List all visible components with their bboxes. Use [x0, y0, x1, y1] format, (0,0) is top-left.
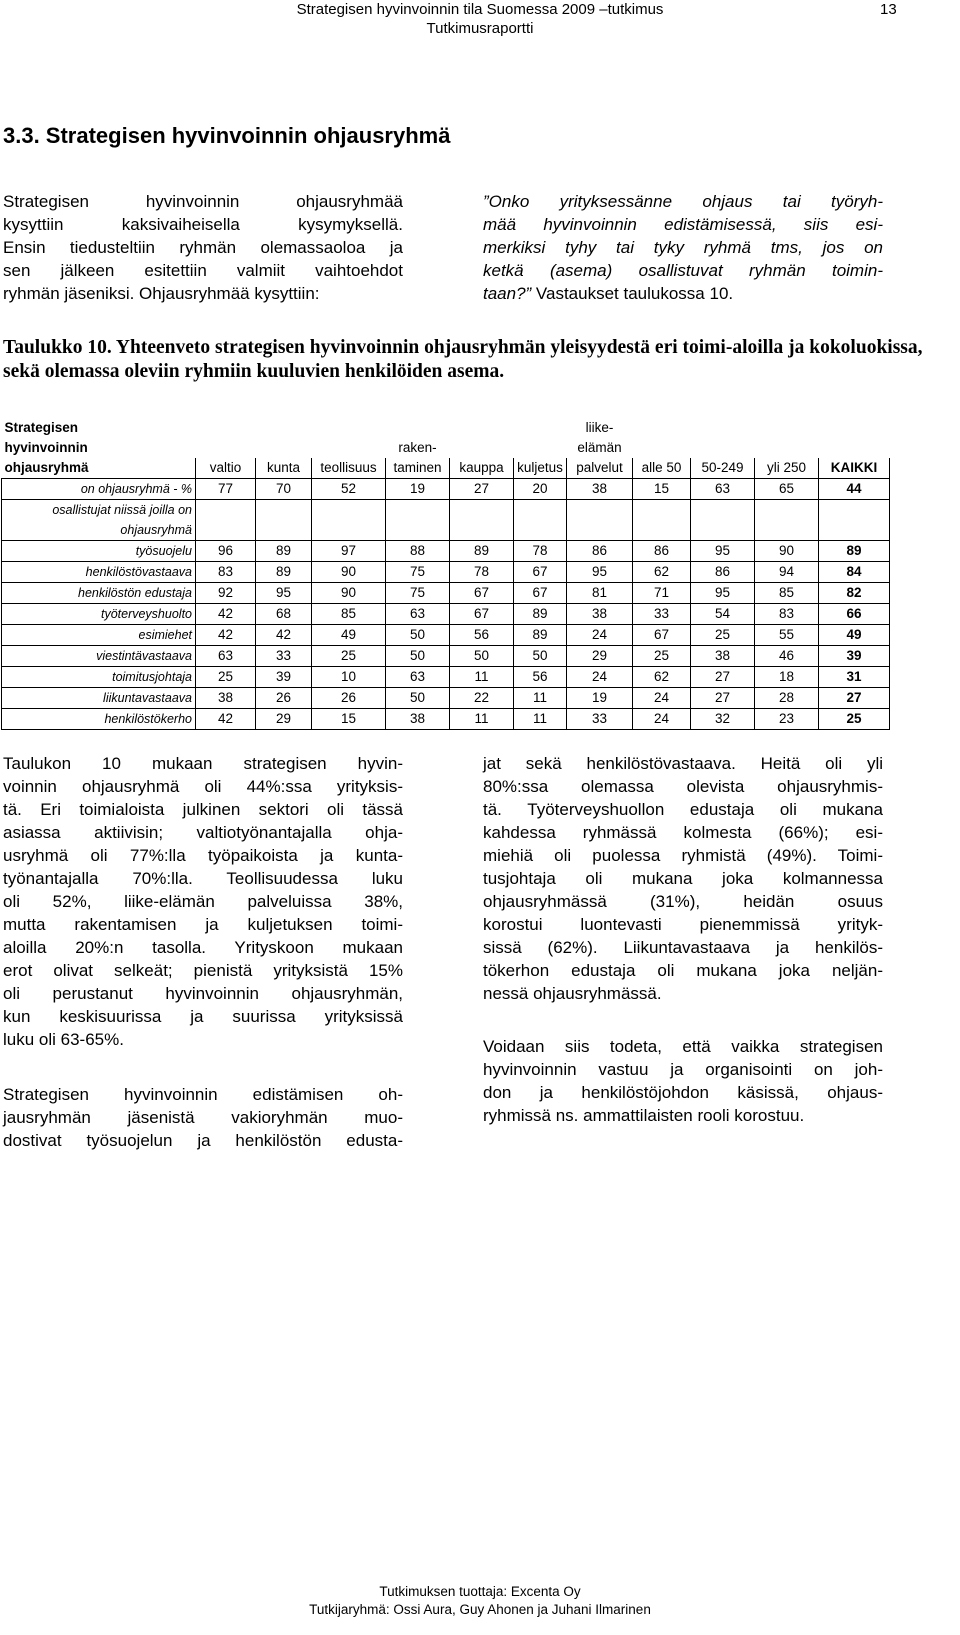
table-cell: 97: [312, 541, 386, 562]
table-cell: 11: [514, 709, 567, 730]
page-footer: [0, 1583, 960, 1619]
table-cell: 95: [567, 562, 633, 583]
text-line: usryhmä oli 77%:lla työpaikoista ja kunta-: [3, 846, 403, 865]
table-cell: 50: [386, 646, 450, 667]
intro-right-quote: [483, 190, 883, 305]
table-cell: 28: [755, 688, 819, 709]
table-cell: 11: [450, 709, 514, 730]
row-label: työterveyshuolto: [2, 604, 196, 625]
empty-cell: [691, 520, 755, 541]
row-label: henkilöstön edustaja: [2, 583, 196, 604]
column-header: [196, 438, 256, 458]
column-header: kauppa: [450, 458, 514, 479]
table-cell: 20: [514, 479, 567, 500]
table-cell: 56: [514, 667, 567, 688]
table-cell: 38: [691, 646, 755, 667]
table-cell: 22: [450, 688, 514, 709]
table-cell: 39: [256, 667, 312, 688]
table-cell: 63: [196, 646, 256, 667]
empty-cell: [196, 500, 256, 521]
table-cell: 29: [567, 646, 633, 667]
row-label: on ohjausryhmä - %: [2, 479, 196, 500]
column-header: kunta: [256, 458, 312, 479]
text-line: jausryhmän jäsenistä vakioryhmän muo-: [3, 1108, 403, 1127]
quote-end: taan?”: [483, 284, 532, 303]
column-header: [514, 418, 567, 438]
text-line: jat sekä henkilöstövastaava. Heitä oli yli: [483, 754, 883, 773]
table-cell: 52: [312, 479, 386, 500]
text-line: Voidaan siis todeta, että vaikka strategisen: [483, 1037, 883, 1056]
section-title: 3.3. Strategisen hyvinvoinnin ohjausryhmä: [3, 123, 451, 148]
table-cell: 67: [514, 583, 567, 604]
text-line: tä. Työterveyshuollon edustaja oli mukana: [483, 800, 883, 819]
text-line: kysyttiin kaksivaiheisella kysymyksellä.: [3, 215, 403, 234]
text-line: miehiä oli puolessa ryhmistä (49%). Toimi-: [483, 846, 883, 865]
subheader-label: ohjausryhmä: [2, 520, 196, 541]
table-cell: 94: [755, 562, 819, 583]
table-cell: 27: [691, 667, 755, 688]
empty-cell: [755, 500, 819, 521]
column-header: [450, 418, 514, 438]
text-line: oli 52%, liike-elämän palveluissa 38%,: [3, 892, 403, 911]
empty-cell: [514, 500, 567, 521]
table-cell: 29: [256, 709, 312, 730]
column-header: [691, 418, 755, 438]
table-subheader-row: [2, 520, 890, 541]
column-header: kuljetus: [514, 458, 567, 479]
table-cell: 67: [633, 625, 691, 646]
empty-cell: [256, 520, 312, 541]
text-line: Taulukon 10 mukaan strategisen hyvin-: [3, 754, 403, 773]
table-cell: 38: [196, 688, 256, 709]
quote-last-line: [483, 282, 883, 305]
empty-cell: [312, 520, 386, 541]
body-right-paragraph-2: [483, 1035, 883, 1127]
footer-researchers: Tutkijaryhmä: Ossi Aura, Guy Ahonen ja Juhani Ilmarinen: [309, 1602, 651, 1617]
text-line: Ensin tiedusteltiin ryhmän olemassaoloa ja: [3, 238, 403, 257]
total-cell: 89: [819, 541, 890, 562]
column-header: raken-: [398, 440, 437, 455]
column-header: [633, 438, 691, 458]
empty-cell: [312, 500, 386, 521]
text-line: sen jälkeen esitettiin valmiit vaihtoehdot: [3, 261, 403, 280]
table-cell: 49: [312, 625, 386, 646]
empty-cell: [567, 500, 633, 521]
table-cell: 89: [450, 541, 514, 562]
empty-cell: [691, 500, 755, 521]
table-cell: 32: [691, 709, 755, 730]
text-line: sissä (62%). Liikuntavastaava ja henkilös-: [483, 938, 883, 957]
table-subheader-row: [2, 500, 890, 521]
quote-line: mää hyvinvoinnin edistämisessä, siis esi-: [483, 215, 883, 234]
table-cell: 50: [386, 625, 450, 646]
text-line: mutta rakentamisen ja kuljetuksen toimi-: [3, 915, 403, 934]
table-cell: 38: [567, 604, 633, 625]
column-header: [633, 418, 691, 438]
table-cell: 88: [386, 541, 450, 562]
text-line: aloilla 20%:n tasolla. Yrityskoon mukaan: [3, 938, 403, 957]
column-header: taminen: [386, 458, 450, 479]
table-cell: 38: [567, 479, 633, 500]
table-cell: 42: [196, 604, 256, 625]
column-header: [819, 418, 890, 438]
table-cell: 38: [386, 709, 450, 730]
table-cell: 96: [196, 541, 256, 562]
table-cell: 18: [755, 667, 819, 688]
summary-table: [1, 418, 890, 730]
column-header: [450, 438, 514, 458]
empty-cell: [567, 520, 633, 541]
table-cell: 83: [196, 562, 256, 583]
table-cell: 71: [633, 583, 691, 604]
table-cell: 24: [567, 625, 633, 646]
text-line: tä. Eri toimialoista julkinen sektori oli tässä: [3, 800, 403, 819]
table-cell: 63: [691, 479, 755, 500]
column-header: [819, 438, 890, 458]
table-cell: 26: [312, 688, 386, 709]
text-line: ohjausryhmässä (31%), heidän osuus: [483, 892, 883, 911]
table-cell: 75: [386, 562, 450, 583]
text-line: don ja henkilöstöjohdon käsissä, ohjaus-: [483, 1083, 883, 1102]
header-row-1: [2, 418, 890, 438]
column-header: teollisuus: [312, 458, 386, 479]
table-row: [2, 667, 890, 688]
empty-cell: [755, 520, 819, 541]
text-line: erot olivat selkeät; pienistä yrityksistä 15%: [3, 961, 403, 980]
table-cell: 90: [755, 541, 819, 562]
table-cell: 19: [386, 479, 450, 500]
table-cell: 26: [256, 688, 312, 709]
text-line: tusjohtaja oli mukana joka kolmannessa: [483, 869, 883, 888]
empty-cell: [450, 500, 514, 521]
total-cell: 25: [819, 709, 890, 730]
table-cell: 89: [256, 562, 312, 583]
table-cell: 63: [386, 667, 450, 688]
column-header: [514, 438, 567, 458]
text-line: kahdessa ryhmässä kolmesta (66%); esi-: [483, 823, 883, 842]
table-cell: 50: [514, 646, 567, 667]
table-cell: 95: [256, 583, 312, 604]
empty-cell: [819, 520, 890, 541]
table-cell: 24: [633, 688, 691, 709]
table-cell: 95: [691, 583, 755, 604]
body-left-paragraph-1: [3, 752, 403, 1051]
total-cell: 44: [819, 479, 890, 500]
column-header: [312, 438, 386, 458]
table-cell: 68: [256, 604, 312, 625]
quote-line: merkiksi tyhy tai tyky ryhmä tms, jos on: [483, 238, 883, 257]
corner-label: ohjausryhmä: [4, 460, 89, 475]
table-cell: 11: [514, 688, 567, 709]
column-header: liike-: [585, 420, 614, 435]
header-row-3: [2, 458, 890, 479]
table-cell: 27: [691, 688, 755, 709]
text-line: ryhmissä ns. ammattilaisten rooli korostuu.: [483, 1106, 805, 1125]
report-subtitle: Tutkimusraportti: [426, 20, 534, 37]
footer-producer: Tutkimuksen tuottaja: Excenta Oy: [379, 1584, 581, 1599]
table-cell: 67: [450, 604, 514, 625]
table-cell: 50: [386, 688, 450, 709]
table-cell: 42: [196, 625, 256, 646]
row-label: viestintävastaava: [2, 646, 196, 667]
text-line: asiassa aktiivisin; valtiotyönantajalla ohja-: [3, 823, 403, 842]
text-line: tökerhon edustaja oli mukana joka neljän-: [483, 961, 883, 980]
table-row: [2, 562, 890, 583]
table-cell: 89: [514, 625, 567, 646]
table-cell: 23: [755, 709, 819, 730]
table-cell: 42: [256, 625, 312, 646]
text-line: Strategisen hyvinvoinnin edistämisen oh-: [3, 1085, 403, 1104]
empty-cell: [819, 500, 890, 521]
table-cell: 55: [755, 625, 819, 646]
total-cell: 39: [819, 646, 890, 667]
text-line: 80%:ssa olemassa olevista ohjausryhmis-: [483, 777, 883, 796]
table-cell: 67: [514, 562, 567, 583]
column-header: elämän: [577, 440, 622, 455]
table-cell: 25: [196, 667, 256, 688]
column-header-total: KAIKKI: [819, 458, 890, 479]
empty-cell: [256, 500, 312, 521]
table-cell: 11: [450, 667, 514, 688]
table-cell: 90: [312, 583, 386, 604]
quote-line: ”Onko yrityksessänne ohjaus tai työryh-: [483, 192, 883, 211]
page-header: [0, 0, 960, 38]
table-row: [2, 646, 890, 667]
text-line: kun keskisuurissa ja suurissa yrityksissä: [3, 1007, 403, 1026]
table-cell: 86: [567, 541, 633, 562]
column-header: [256, 438, 312, 458]
table-cell: 33: [567, 709, 633, 730]
table-cell: 81: [567, 583, 633, 604]
table-cell: 10: [312, 667, 386, 688]
total-cell: 27: [819, 688, 890, 709]
table-cell: 25: [633, 646, 691, 667]
row-label: liikuntavastaava: [2, 688, 196, 709]
table-cell: 86: [633, 541, 691, 562]
text-line: Strategisen hyvinvoinnin ohjausryhmää: [3, 192, 403, 211]
table-cell: 65: [755, 479, 819, 500]
page-number: 13: [880, 1, 897, 18]
table-cell: 75: [386, 583, 450, 604]
subheader-label: osallistujat niissä joilla on: [2, 500, 196, 521]
column-header: [755, 418, 819, 438]
table-cell: 46: [755, 646, 819, 667]
empty-cell: [514, 520, 567, 541]
table-cell: 62: [633, 562, 691, 583]
table-cell: 70: [256, 479, 312, 500]
table-cell: 83: [755, 604, 819, 625]
quote-reference: Vastaukset taulukossa 10.: [531, 284, 734, 303]
column-header: [312, 418, 386, 438]
table-cell: 24: [567, 667, 633, 688]
table-cell: 62: [633, 667, 691, 688]
total-cell: 31: [819, 667, 890, 688]
table-row: [2, 604, 890, 625]
column-header: [256, 418, 312, 438]
table-cell: 89: [514, 604, 567, 625]
text-line: oli perustanut hyvinvoinnin ohjausryhmän,: [3, 984, 403, 1003]
table-cell: 78: [514, 541, 567, 562]
table-cell: 89: [256, 541, 312, 562]
table-cell: 15: [312, 709, 386, 730]
row-label: henkilöstövastaava: [2, 562, 196, 583]
table-cell: 85: [312, 604, 386, 625]
text-line: hyvinvoinnin vastuu ja organisointi on joh-: [483, 1060, 883, 1079]
empty-cell: [196, 520, 256, 541]
total-cell: 82: [819, 583, 890, 604]
column-header: yli 250: [755, 458, 819, 479]
column-header: [691, 438, 755, 458]
text-line: dostivat työsuojelun ja henkilöstön edusta-: [3, 1131, 403, 1150]
row-label: esimiehet: [2, 625, 196, 646]
table-cell: 77: [196, 479, 256, 500]
empty-cell: [386, 520, 450, 541]
table-row: [2, 709, 890, 730]
column-header: [196, 418, 256, 438]
row-label: työsuojelu: [2, 541, 196, 562]
empty-cell: [450, 520, 514, 541]
table-cell: 27: [450, 479, 514, 500]
empty-cell: [633, 500, 691, 521]
table-cell: 63: [386, 604, 450, 625]
table-cell: 67: [450, 583, 514, 604]
table-row-summary: [2, 479, 890, 500]
table-row: [2, 583, 890, 604]
text-line: luku oli 63-65%.: [3, 1030, 124, 1049]
table-caption: Taulukko 10. Yhteenveto strategisen hyvinvoinnin ohjausryhmän yleisyydestä eri toimi-aloilla ja kokoluokissa, sekä olemassa oleviin ryhmiin kuuluvien henkilöiden asema.: [3, 337, 923, 382]
body-left-paragraph-2: [3, 1083, 403, 1152]
table-cell: 25: [691, 625, 755, 646]
table-cell: 54: [691, 604, 755, 625]
column-header: palvelut: [567, 458, 633, 479]
text-line: työnantajalla 70%:lla. Teollisuudessa luku: [3, 869, 403, 888]
total-cell: 49: [819, 625, 890, 646]
table-cell: 95: [691, 541, 755, 562]
body-right-paragraph-1: [483, 752, 883, 1005]
row-label: toimitusjohtaja: [2, 667, 196, 688]
table-body: [2, 479, 890, 730]
column-header: 50-249: [691, 458, 755, 479]
column-header: alle 50: [633, 458, 691, 479]
column-header: [755, 438, 819, 458]
total-cell: 84: [819, 562, 890, 583]
table-row: [2, 625, 890, 646]
table-cell: 33: [256, 646, 312, 667]
table-cell: 92: [196, 583, 256, 604]
table-cell: 78: [450, 562, 514, 583]
table-cell: 50: [450, 646, 514, 667]
table-cell: 42: [196, 709, 256, 730]
column-header: valtio: [196, 458, 256, 479]
text-line: korostui luontevasti pienemmissä yrityk-: [483, 915, 883, 934]
intro-left-paragraph: [3, 190, 403, 305]
text-line: ryhmän jäseniksi. Ohjausryhmää kysyttiin:: [3, 284, 320, 303]
quote-line: ketkä (asema) osallistuvat ryhmän toimin-: [483, 261, 883, 280]
total-cell: 66: [819, 604, 890, 625]
header-row-2: [2, 438, 890, 458]
table-cell: 86: [691, 562, 755, 583]
corner-label: Strategisen: [4, 420, 79, 435]
table-row: [2, 541, 890, 562]
report-title: Strategisen hyvinvoinnin tila Suomessa 2009 –tutkimus: [296, 1, 664, 18]
empty-cell: [386, 500, 450, 521]
text-line: nessä ohjausryhmässä.: [483, 984, 662, 1003]
table-cell: 85: [755, 583, 819, 604]
table-cell: 25: [312, 646, 386, 667]
table-cell: 33: [633, 604, 691, 625]
empty-cell: [633, 520, 691, 541]
table-cell: 24: [633, 709, 691, 730]
row-label: henkilöstökerho: [2, 709, 196, 730]
text-line: voinnin ohjausryhmä oli 44%:ssa yrityksis-: [3, 777, 403, 796]
table-cell: 15: [633, 479, 691, 500]
corner-label: hyvinvoinnin: [4, 440, 88, 455]
table-cell: 90: [312, 562, 386, 583]
table-cell: 56: [450, 625, 514, 646]
table-row: [2, 688, 890, 709]
table-cell: 19: [567, 688, 633, 709]
column-header: [386, 418, 450, 438]
